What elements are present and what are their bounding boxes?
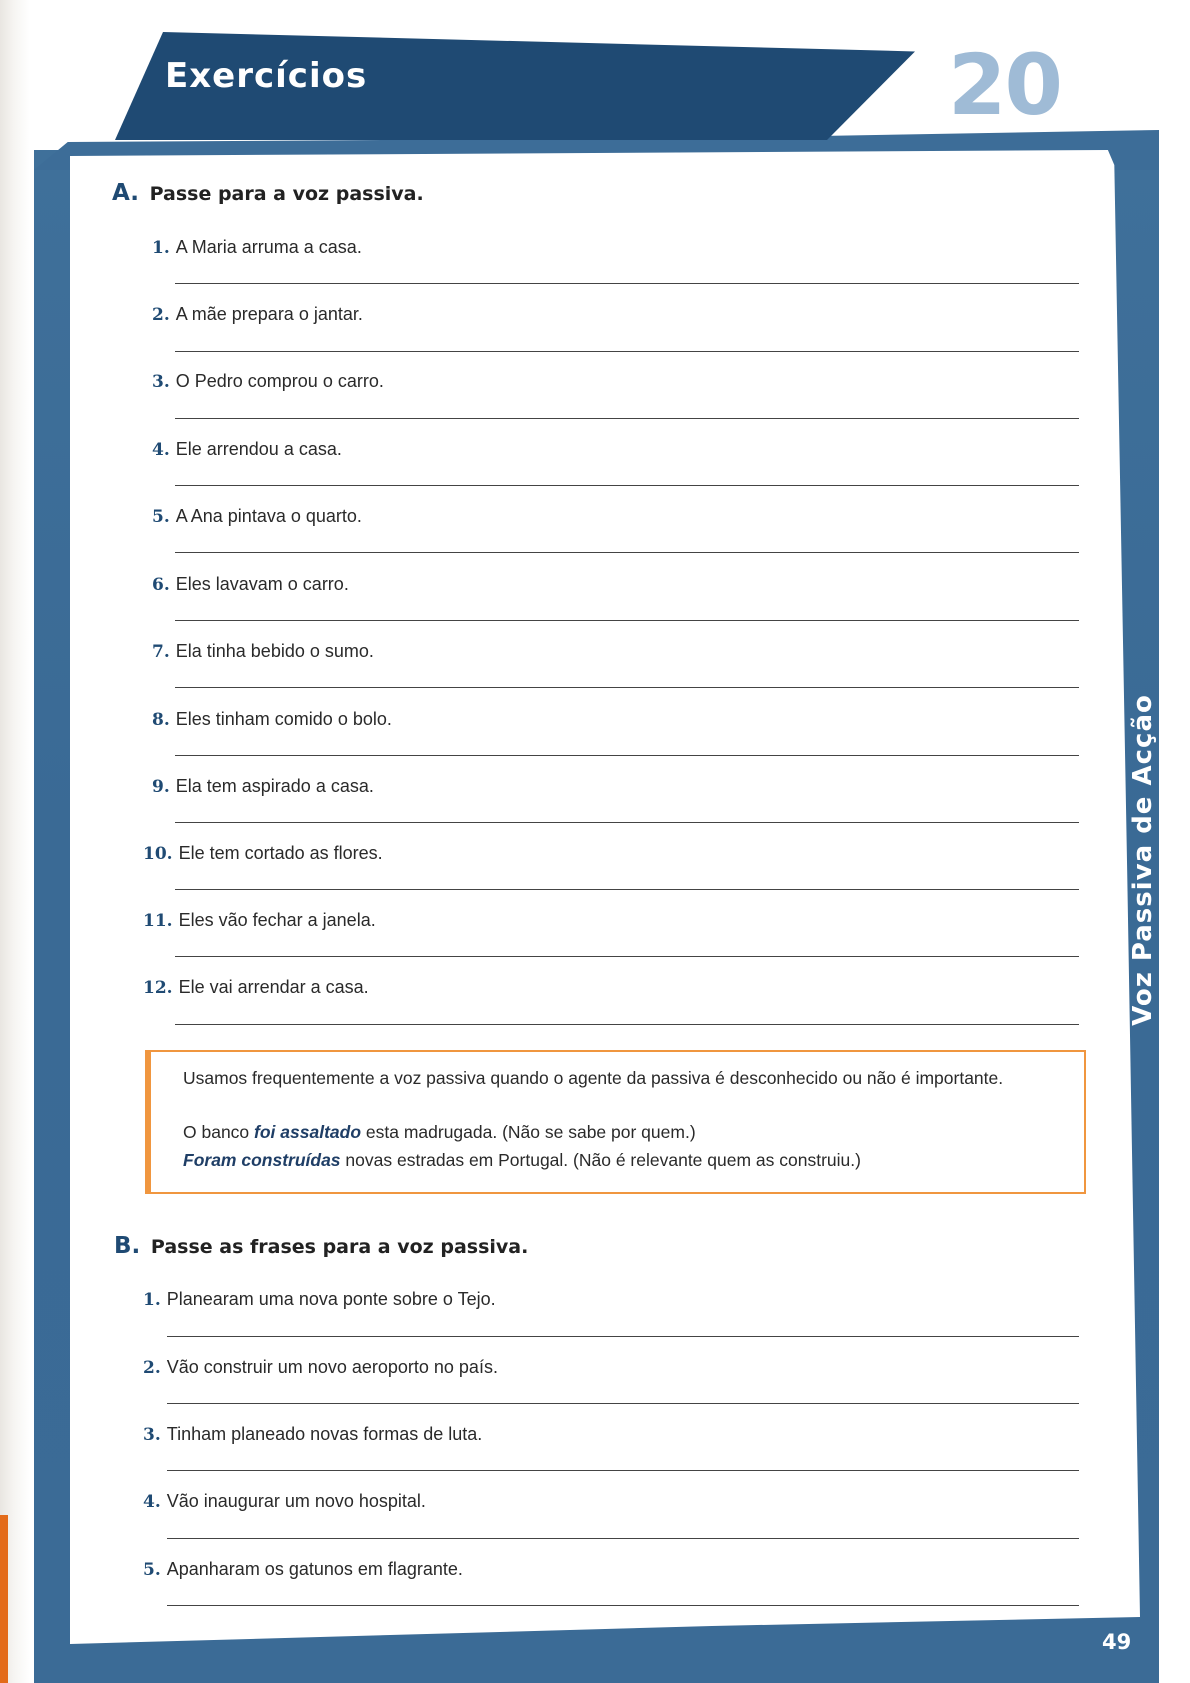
exercise-a-item	[143, 910, 376, 931]
exercise-a-item	[152, 776, 374, 797]
note-rule: Usamos frequentemente a voz passiva quando o agente da passiva é desconhecido ou não é importante.	[183, 1068, 1004, 1088]
section-b-instruction: Passe as frases para a voz passiva.	[150, 1236, 529, 1258]
exercise-b-item	[143, 1424, 482, 1445]
item-number: 12.	[143, 978, 173, 998]
item-text: Ele vai arrendar a casa.	[178, 977, 369, 997]
page-number: 49	[1102, 1630, 1132, 1654]
item-number: 5.	[143, 1560, 161, 1580]
section-b-heading	[114, 1233, 528, 1259]
exercise-a-item	[152, 574, 349, 595]
answer-line[interactable]	[167, 1538, 1079, 1539]
answer-line[interactable]	[167, 1336, 1079, 1337]
answer-line[interactable]	[175, 283, 1079, 284]
item-text: O Pedro comprou o carro.	[175, 371, 384, 391]
item-text: Apanharam os gatunos em flagrante.	[166, 1559, 463, 1579]
item-text: Ela tem aspirado a casa.	[175, 776, 374, 796]
item-number: 2.	[152, 305, 170, 325]
item-number: 8.	[152, 710, 170, 730]
exercise-a-item	[152, 304, 363, 325]
exercise-b-item	[143, 1491, 426, 1512]
answer-line[interactable]	[175, 1024, 1079, 1025]
note-example-1-after: esta madrugada. (Não se sabe por quem.)	[361, 1122, 696, 1142]
item-text: Eles vão fechar a janela.	[178, 910, 376, 930]
item-text: Vão inaugurar um novo hospital.	[166, 1491, 426, 1511]
answer-line[interactable]	[175, 485, 1079, 486]
exercise-a-item	[152, 237, 362, 258]
answer-line[interactable]	[175, 956, 1079, 957]
item-text: Eles lavavam o carro.	[175, 574, 349, 594]
exercise-a-item	[143, 977, 369, 998]
item-text: Vão construir um novo aeroporto no país.	[166, 1357, 498, 1377]
item-number: 10.	[143, 844, 173, 864]
item-text: Ela tinha bebido o sumo.	[175, 641, 374, 661]
section-a-letter: A.	[112, 180, 139, 206]
answer-line[interactable]	[175, 418, 1079, 419]
answer-line[interactable]	[175, 351, 1079, 352]
exercise-a-item	[152, 439, 342, 460]
section-b-letter: B.	[114, 1233, 141, 1259]
item-number: 3.	[143, 1425, 161, 1445]
section-a-heading	[112, 180, 424, 206]
answer-line[interactable]	[175, 889, 1079, 890]
item-text: Ele arrendou a casa.	[175, 439, 342, 459]
note-example-1-emphasis: foi assaltado	[254, 1122, 362, 1142]
item-number: 6.	[152, 575, 170, 595]
item-number: 3.	[152, 372, 170, 392]
item-text: A Ana pintava o quarto.	[175, 506, 362, 526]
page-title: Exercícios	[165, 56, 368, 96]
grammar-note-box	[145, 1050, 1086, 1194]
answer-line[interactable]	[167, 1470, 1079, 1471]
note-example-1-before: O banco	[183, 1122, 255, 1142]
item-number: 1.	[143, 1290, 161, 1310]
note-example-1	[183, 1122, 696, 1143]
item-number: 7.	[152, 642, 170, 662]
answer-line[interactable]	[175, 687, 1079, 688]
item-text: Ele tem cortado as flores.	[178, 843, 383, 863]
answer-line[interactable]	[175, 620, 1079, 621]
chapter-number: 20	[948, 36, 1061, 134]
item-number: 2.	[143, 1358, 161, 1378]
answer-line[interactable]	[175, 552, 1079, 553]
orange-edge-tab	[0, 1515, 8, 1683]
item-text: A mãe prepara o jantar.	[175, 304, 363, 324]
exercise-a-item	[152, 641, 374, 662]
note-example-2-emphasis: Foram construídas	[183, 1150, 341, 1170]
exercise-a-item	[143, 843, 383, 864]
item-number: 9.	[152, 777, 170, 797]
item-number: 5.	[152, 507, 170, 527]
answer-line[interactable]	[175, 755, 1079, 756]
item-text: Eles tinham comido o bolo.	[175, 709, 392, 729]
exercise-a-item	[152, 709, 392, 730]
exercise-a-item	[152, 371, 384, 392]
answer-line[interactable]	[167, 1605, 1079, 1606]
item-number: 1.	[152, 238, 170, 258]
exercise-a-item	[152, 506, 362, 527]
exercise-b-item	[143, 1289, 496, 1310]
item-text: A Maria arruma a casa.	[175, 237, 362, 257]
exercise-b-item	[143, 1357, 498, 1378]
side-chapter-label: Voz Passiva de Acção	[1128, 694, 1158, 1026]
note-example-2-after: novas estradas em Portugal. (Não é relevante quem as construiu.)	[340, 1150, 861, 1170]
item-number: 11.	[143, 911, 173, 931]
answer-line[interactable]	[175, 822, 1079, 823]
item-number: 4.	[152, 440, 170, 460]
item-number: 4.	[143, 1492, 161, 1512]
item-text: Planearam uma nova ponte sobre o Tejo.	[166, 1289, 496, 1309]
note-example-2	[183, 1150, 861, 1171]
exercise-b-item	[143, 1559, 463, 1580]
answer-line[interactable]	[167, 1403, 1079, 1404]
section-a-instruction: Passe para a voz passiva.	[149, 183, 424, 205]
item-text: Tinham planeado novas formas de luta.	[166, 1424, 483, 1444]
